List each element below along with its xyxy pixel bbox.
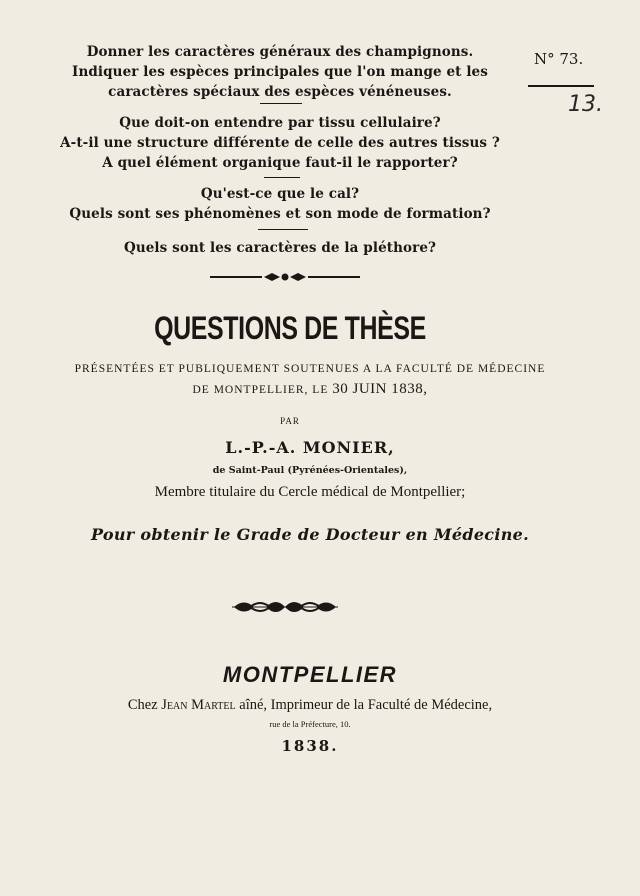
author-name: L.-P.-A. MONIER,	[225, 438, 395, 457]
question-line: caractères spéciaux des espèces vénéneuses.	[108, 84, 452, 100]
imprint-address: rue de la Préfecture, 10.	[269, 719, 351, 729]
imprint-printer	[30, 697, 590, 714]
handwritten-number: 13.	[568, 92, 603, 117]
imprint-city: MONTPELLIER	[222, 662, 398, 687]
author-origin: de Saint-Paul (Pyrénées-Orientales),	[212, 465, 408, 476]
presentation-line-2	[30, 381, 590, 398]
question-group-4	[30, 238, 530, 258]
defense-date: 30 JUIN 1838,	[332, 381, 428, 397]
imprint-year: 1838.	[281, 737, 339, 755]
par-label: PAR	[280, 416, 300, 426]
question-line: A-t-il une structure différente de celle des autres tissus ?	[60, 135, 500, 151]
separator-rule	[260, 103, 302, 104]
degree-purpose: Pour obtenir le Grade de Docteur en Médecine.	[90, 525, 530, 544]
question-line: Que doit-on entendre par tissu cellulaire?	[119, 115, 441, 131]
printer-prefix: Chez	[127, 697, 158, 713]
margin-rule	[528, 85, 594, 87]
ornamental-rule	[210, 270, 360, 284]
question-line: A quel élément organique faut-il le rapporter?	[102, 155, 458, 171]
question-group-2	[30, 113, 530, 173]
question-line: Donner les caractères généraux des champignons.	[86, 44, 474, 60]
presentation-line-1: PRÉSENTÉES ET PUBLIQUEMENT SOUTENUES A LA FACULTÉ DE MÉDECINE	[74, 363, 546, 375]
printer-suffix: aîné, Imprimeur de la Faculté de Médecine,	[239, 697, 493, 713]
question-line: Quels sont ses phénomènes et son mode de formation?	[69, 206, 491, 222]
question-group-3	[30, 184, 530, 224]
question-line: Quels sont les caractères de la pléthore?	[123, 240, 437, 256]
question-group-1	[30, 42, 530, 102]
question-line: Indiquer les espèces principales que l'on mange et les	[72, 64, 488, 80]
author-membership: Membre titulaire du Cercle médical de Montpellier;	[154, 484, 466, 500]
separator-rule	[264, 177, 300, 178]
fleuron-ornament	[232, 596, 338, 618]
thesis-number: N° 73.	[534, 50, 584, 68]
question-line: Qu'est-ce que le cal?	[200, 186, 360, 202]
page-title: QUESTIONS DE THÈSE	[154, 310, 426, 346]
presentation-prefix: DE MONTPELLIER, LE	[192, 384, 329, 396]
separator-rule	[258, 229, 308, 230]
printer-name: Jean Martel	[161, 697, 236, 713]
